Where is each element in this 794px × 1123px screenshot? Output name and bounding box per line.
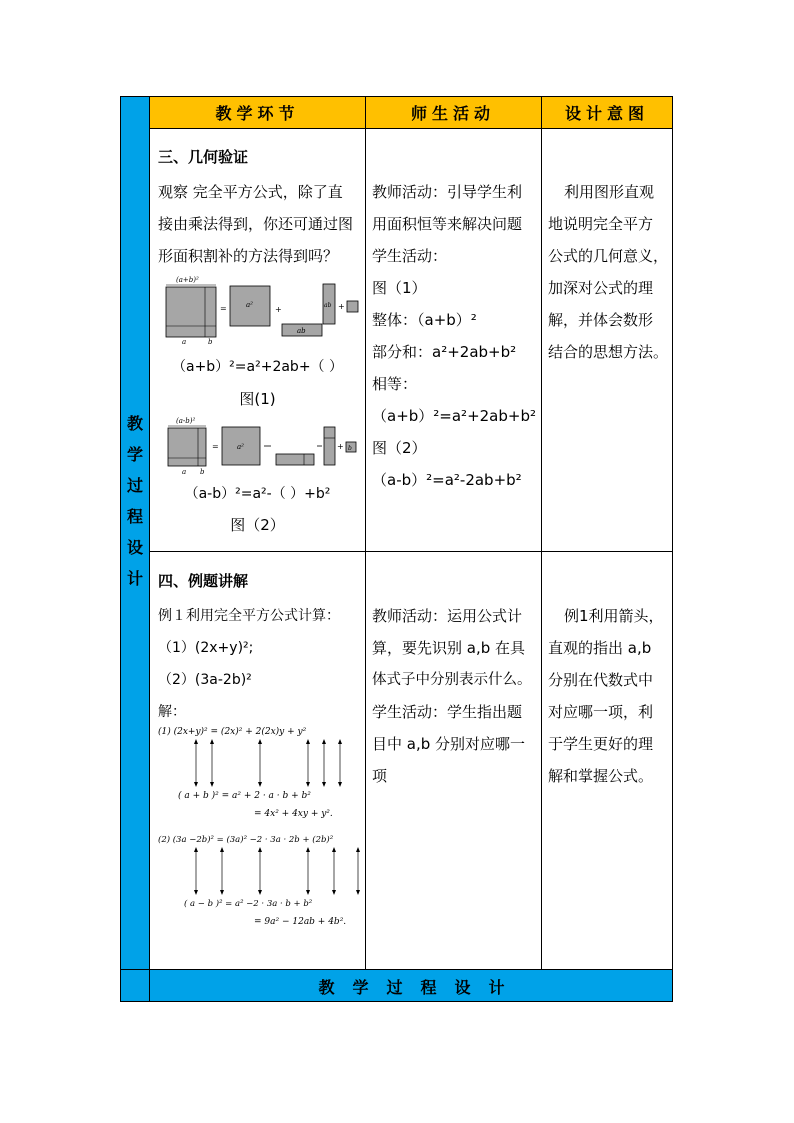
- ex1-arrows: [196, 742, 340, 784]
- svg-text:=: =: [220, 304, 227, 313]
- fig2-big-square: [168, 428, 206, 466]
- fig1-big-square: [166, 287, 216, 337]
- footer-title: 教 学 过 程 设 计: [150, 970, 673, 1002]
- section4-intent: 例1利用箭头， 直观的指出 a,b 分别在代数式中 对应哪一项，利 于学生更好的理 解和掌握公式。: [548, 607, 664, 785]
- ex2-line1: (2) (3a −2b)² = (3a)² −2 · 3a · 2b + (2b)²: [158, 835, 334, 845]
- fig1-ab-label: ab: [297, 327, 306, 335]
- section3-intent: 利用图形直观 地说明完全平方 公式的几何意义， 加深对公式的理 解，并体会数形 结合的思想方法。: [548, 183, 669, 361]
- section4-title: 四、例题讲解: [158, 572, 249, 590]
- fig1-formula: （a+b）²=a²+2ab+（ ）: [171, 359, 343, 375]
- ex2-arrows: [196, 850, 358, 892]
- header-design-intent: 设计意图: [541, 96, 673, 128]
- fig2-caption: 图（2）: [230, 516, 285, 534]
- section4-problem: 例１利用完全平方公式计算： （1）(2x+y)²; （2）(3a-2b)² 解：: [158, 608, 340, 720]
- divider-footer: [120, 969, 673, 970]
- section3-content: [158, 140, 363, 272]
- ex1-line3: = 4x² + 4xy + y².: [254, 809, 333, 819]
- section4-content: [158, 564, 368, 728]
- section3-title: 三、几何验证: [158, 148, 249, 166]
- ex1-arrowheads: [194, 739, 342, 787]
- ex1-line1: (1) (2x+y)² = (2x)² + 2(2x)y + y²: [158, 727, 307, 737]
- fig1-top-label: (a+b)²: [176, 276, 199, 284]
- fig1-caption: 图(1): [239, 390, 276, 408]
- header-teaching-stage: 教学环节: [150, 96, 365, 128]
- fig1-b2-square: [347, 301, 358, 312]
- fig2-a-label: a: [182, 468, 187, 476]
- section3-question: 观察 完全平方公式，除了直 接由乘法得到，你还可通过图 形面积割补的方法得到吗？: [158, 183, 354, 265]
- ex2-line2: ( a − b )² = a² −2 · 3a · b + b²: [184, 899, 313, 909]
- figure2-diagram: [158, 416, 363, 476]
- border-bottom: [120, 1001, 673, 1002]
- figure1-diagram: [158, 274, 363, 346]
- svg-text:+: +: [275, 305, 282, 314]
- section4-activity: 教师活动：运用公式计 算，要先识别 a,b 在具 体式子中分别表示什么。 学生活动：学生指出题 目中 a,b 分别对应哪一 项: [372, 607, 532, 785]
- svg-text:+: +: [338, 302, 345, 311]
- ex1-line2: ( a + b )² = a² + 2 · a · b + b²: [178, 791, 311, 801]
- fig2-b-label: b: [200, 468, 205, 476]
- fig2-a2-label: a²: [237, 443, 244, 451]
- fig2-formula: （a-b）²=a²-（ ）+b²: [184, 486, 331, 502]
- svg-text:=: =: [212, 442, 219, 451]
- svg-text:+: +: [337, 442, 344, 451]
- example2-math: [156, 832, 366, 932]
- ex2-line3: = 9a² − 12ab + 4b².: [254, 917, 347, 927]
- fig1-a-label: a: [182, 338, 187, 346]
- divider-side: [149, 96, 150, 1002]
- side-label: 教 学 过 程 设 计: [126, 414, 143, 588]
- divider-row: [149, 551, 673, 552]
- example1-math: [156, 724, 364, 824]
- fig2-top-label: (a-b)²: [176, 417, 196, 425]
- fig1-a2-label: a²: [246, 301, 253, 309]
- fig2-ab-horizontal: [276, 454, 314, 465]
- fig1-b-label: b: [208, 338, 213, 346]
- border-right: [672, 96, 673, 1002]
- ex2-arrowheads: [194, 847, 360, 895]
- border-left: [120, 96, 121, 1002]
- fig2-ab-vertical: [324, 427, 335, 465]
- section3-activity: 教师活动：引导学生利 用面积恒等来解决问题 学生活动： 图（1） 整体：（a+b）² 部分和：a²+2ab+b² 相等： （a+b）²=a²+2ab+b² 图（2） （a-b）²=a²-2ab+b²: [372, 183, 536, 489]
- header-activity: 师生活动: [365, 96, 541, 128]
- divider-header: [149, 128, 673, 129]
- footer-side-cell: [120, 970, 150, 1002]
- fig1-ab2-label: ab: [324, 302, 332, 309]
- lesson-table: [120, 96, 673, 1002]
- fig2-b2-label: b: [348, 445, 352, 452]
- border-top: [120, 96, 673, 97]
- divider-col3: [541, 96, 542, 970]
